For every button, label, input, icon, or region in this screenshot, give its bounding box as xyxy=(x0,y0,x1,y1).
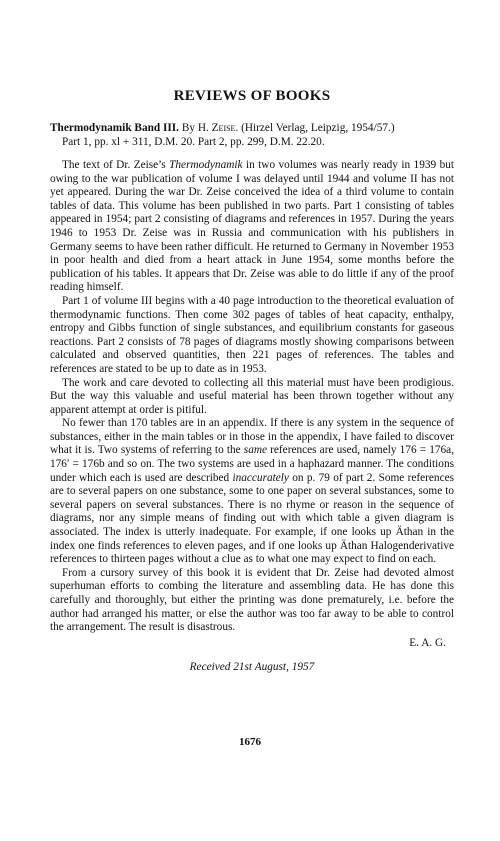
citation-by: By H. xyxy=(179,122,212,134)
section-heading: REVIEWS OF BOOKS xyxy=(173,88,331,104)
paragraph-2: Part 1 of volume III begins with a 40 page introduction to the theoretical evaluation of thermodynamic functions. Then come 302 pages of tables of heat capacity, enthalpy, entropy and Gibbs function of single substances, and equilibrium constants for gaseous reactions. Part 2 consists of 78 pages of diagrams mostly showing comparisons between calculated and observed quantities, then 221 pages of references. The tables and references are stated to be up to date as in 1953. xyxy=(50,294,454,375)
reviewer-initials: E. A. G. xyxy=(409,636,446,649)
parts-info: Part 1, pp. xl + 311, D.M. 20. Part 2, pp. 299, D.M. 22.20. xyxy=(62,136,325,148)
paragraph-4: No fewer than 170 tables are in an appendix. If there is any system in the sequence of substances, either in the main tables or in those in the appendix, I have failed to discover what it is. Two systems of referring to the same references are used, namely 176 = 176a, 176′ = 176b and so on. The two systems are used in a haphazard manner. The conditions under which each is used are described inaccurately on p. 79 of part 2. Some references are to several papers on one substance, some to one paper on several substances, some to several papers on several substances. There is no rhyme or reason in the sequence of diagrams, nor any simple means of finding out with which table a given diagram is associated. The index is utterly inadequate. For example, if one looks up Äthan in the index one finds references to eleven pages, and if one looks up Äthan Halogenderivative references to thirteen pages without a clue as to what one may expect to find on each. xyxy=(50,417,455,566)
book-citation xyxy=(50,121,454,149)
paragraph-1: The text of Dr. Zeise’s Thermodynamik in two volumes was nearly ready in 1939 but owing to the war publication of volume I was delayed until 1944 and volume II has not yet appeared. During the war Dr. Zeise conceived the idea of a third volume to contain tables of data. This volume has been published in two parts. Part 1 consisting of tables appeared in 1954; part 2 consisting of diagrams and references in 1957. During the years 1946 to 1953 Dr. Zeise was in Russia and communication with his publishers in Germany seems to have been rather difficult. He returned to Germany in November 1953 in poor health and died from a heart attack in June 1954, some months before the publication of his tables. It appears that Dr. Zeise was able to do little if any of the proof reading himself. xyxy=(50,159,455,294)
page-number: 1676 xyxy=(239,736,261,748)
author-name: Zeise xyxy=(211,122,236,134)
book-title: Thermodynamik Band III. xyxy=(50,122,180,134)
review-page xyxy=(50,88,454,673)
publisher-info: . (Hirzel Verlag, Leipzig, 1954/57.) xyxy=(235,122,395,134)
paragraph-3: The work and care devoted to collecting all this material must have been prodigious. But the way this valuable and useful material has been thrown together without any apparent attempt at order is pitiful. xyxy=(50,376,454,416)
paragraph-5: From a cursory survey of this book it is evident that Dr. Zeise had devoted almost superhuman efforts to combing the literature and assembling data. He has done this carefully and thoroughly, but either the printing was done prematurely, i.e. before the author had arranged his matter, or else the author was too far away to be able to control the arrangement. The result is disastrous. xyxy=(50,566,454,634)
received-date: Received 21st August, 1957 xyxy=(189,660,315,673)
